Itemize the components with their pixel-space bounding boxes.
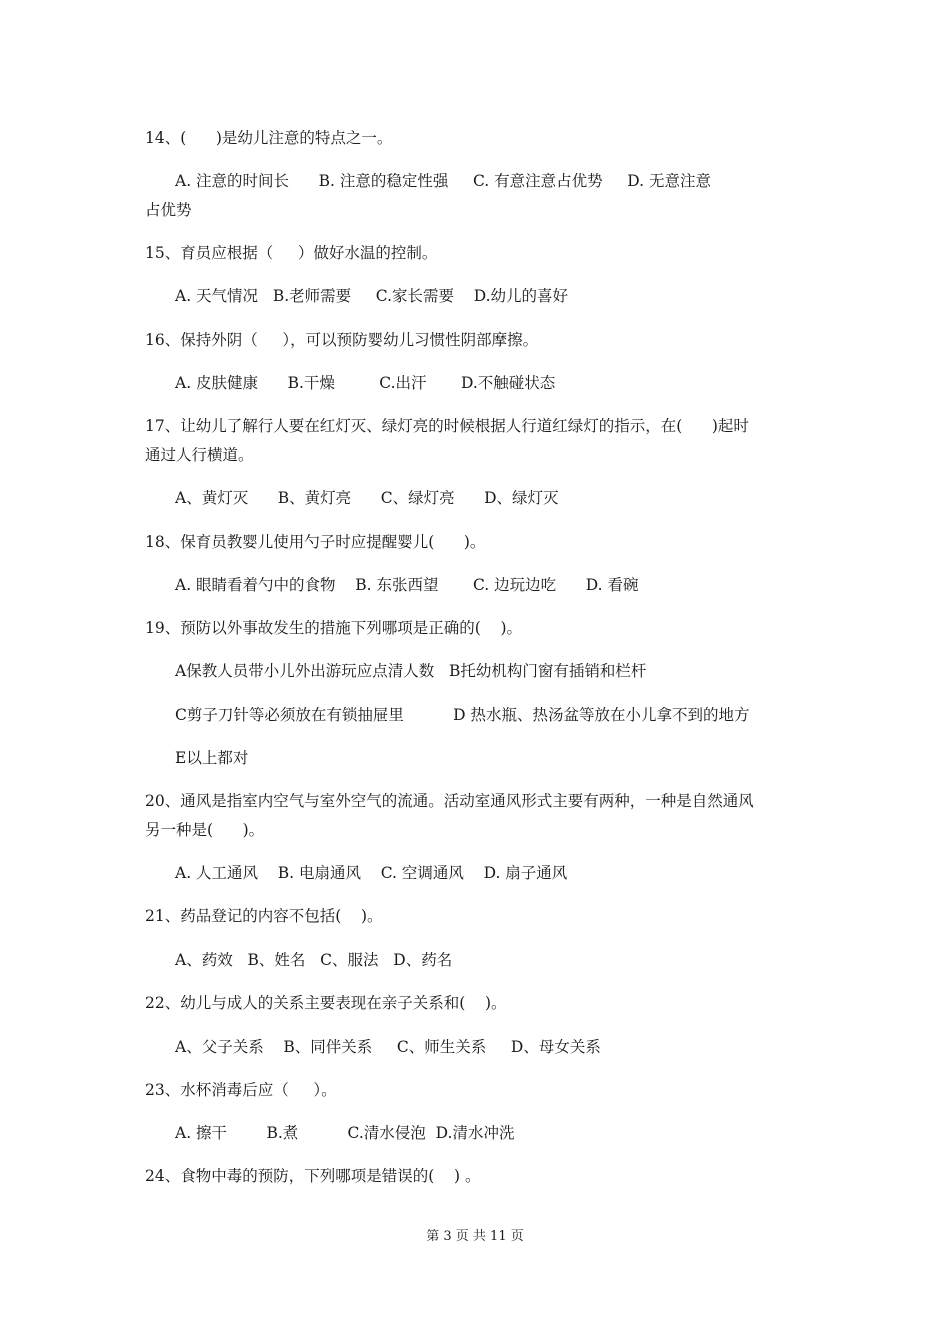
question-23-stem: 23、水杯消毒后应（ ）。 <box>145 1081 337 1099</box>
question-17-stem-continued: 通过人行横道。 <box>145 446 254 464</box>
question-21-stem: 21、药品登记的内容不包括( )。 <box>145 907 383 925</box>
question-22-options: A、父子关系 B、同伴关系 C、师生关系 D、母女关系 <box>175 1038 601 1056</box>
question-22-stem: 22、幼儿与成人的关系主要表现在亲子关系和( )。 <box>145 994 507 1012</box>
question-14-stem: 14、( )是幼儿注意的特点之一。 <box>145 129 393 147</box>
question-19-option-e: E以上都对 <box>175 749 249 767</box>
question-15-stem: 15、育员应根据（ ）做好水温的控制。 <box>145 244 438 262</box>
question-23-options: A. 擦干 B.煮 C.清水侵泡 D.清水冲洗 <box>175 1124 515 1142</box>
question-17-options: A、黄灯灭 B、黄灯亮 C、绿灯亮 D、绿灯灭 <box>175 489 559 507</box>
question-20-stem-continued: 另一种是( )。 <box>145 821 265 839</box>
question-20-stem: 20、通风是指室内空气与室外空气的流通。活动室通风形式主要有两种，一种是自然通风 <box>145 792 754 810</box>
question-19-options-ab: A保教人员带小儿外出游玩应点清人数 B托幼机构门窗有插销和栏杆 <box>175 662 647 680</box>
question-18-stem: 18、保育员教婴儿使用勺子时应提醒婴儿( )。 <box>145 533 486 551</box>
question-17-stem: 17、让幼儿了解行人要在红灯灭、绿灯亮的时候根据人行道红绿灯的指示，在( )起时 <box>145 417 749 435</box>
question-18-options: A. 眼睛看着勺中的食物 B. 东张西望 C. 边玩边吃 D. 看碗 <box>175 576 639 594</box>
question-24-stem: 24、食物中毒的预防，下列哪项是错误的( ) 。 <box>145 1167 481 1185</box>
question-20-options: A. 人工通风 B. 电扇通风 C. 空调通风 D. 扇子通风 <box>175 864 568 882</box>
question-14-options-continued: 占优势 <box>145 201 192 219</box>
question-16-options: A. 皮肤健康 B.干燥 C.出汗 D.不触碰状态 <box>175 374 556 392</box>
question-21-options: A、药效 B、姓名 C、服法 D、药名 <box>175 951 453 969</box>
question-19-options-cd: C剪子刀针等必须放在有锁抽屉里 D 热水瓶、热汤盆等放在小儿拿不到的地方 <box>175 706 750 724</box>
page-footer: 第 3 页 共 11 页 <box>426 1229 524 1244</box>
question-16-stem: 16、保持外阴（ ），可以预防婴幼儿习惯性阴部摩擦。 <box>145 331 539 349</box>
question-14-options: A. 注意的时间长 B. 注意的稳定性强 C. 有意注意占优势 D. 无意注意 <box>175 172 712 190</box>
question-19-stem: 19、预防以外事故发生的措施下列哪项是正确的( )。 <box>145 619 523 637</box>
question-15-options: A. 天气情况 B.老师需要 C.家长需要 D.幼儿的喜好 <box>175 287 569 305</box>
